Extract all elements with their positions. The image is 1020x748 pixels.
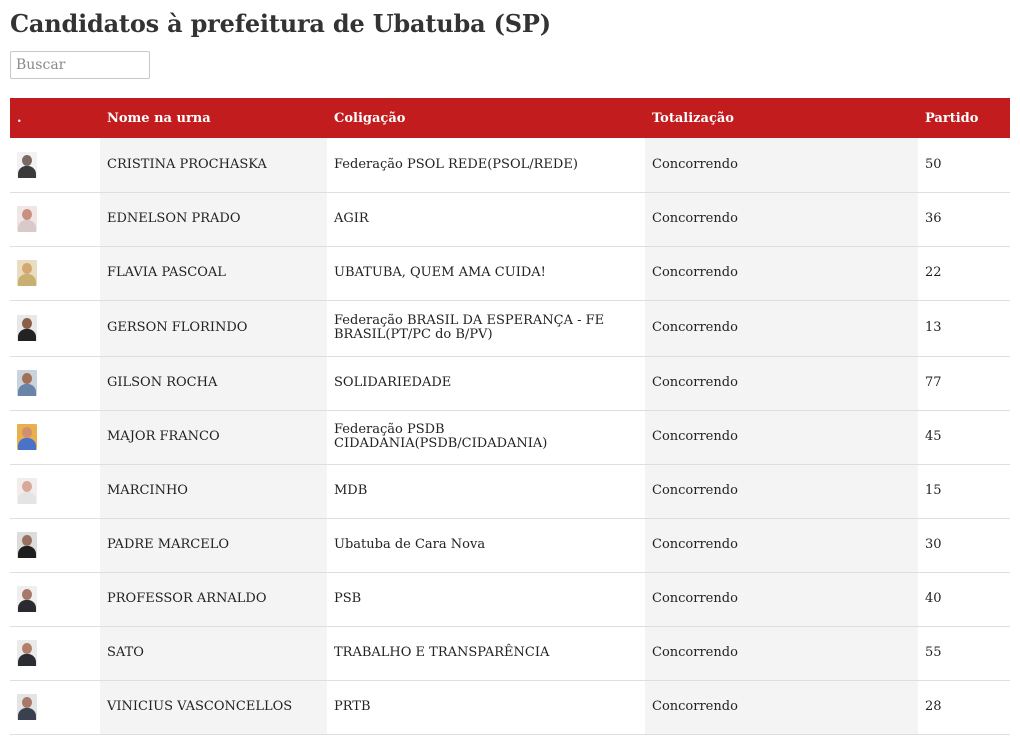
coligacao-cell: Ubatuba de Cara Nova [327, 518, 645, 572]
photo-body [18, 708, 36, 720]
coligacao-cell: SOLIDARIEDADE [327, 356, 645, 410]
photo-head [22, 209, 32, 220]
table-row [10, 410, 1010, 464]
nome-cell: GERSON FLORINDO [100, 300, 327, 356]
candidate-photo [17, 206, 37, 232]
nome-cell: MAJOR FRANCO [100, 410, 327, 464]
photo-body [18, 492, 36, 504]
table-row [10, 464, 1010, 518]
photo-body [18, 438, 36, 450]
table-row [10, 246, 1010, 300]
nome-cell: FLAVIA PASCOAL [100, 246, 327, 300]
totalizacao-cell: Concorrendo [645, 356, 918, 410]
nome-cell: PADRE MARCELO [100, 518, 327, 572]
partido-cell: 15 [918, 464, 1010, 518]
search-input[interactable] [10, 51, 150, 79]
nome-cell: MARCINHO [100, 464, 327, 518]
coligacao-cell: PSB [327, 572, 645, 626]
table-row [10, 138, 1010, 192]
nome-cell: SATO [100, 626, 327, 680]
photo-head [22, 481, 32, 492]
photo-body [18, 654, 36, 666]
coligacao-cell: TRABALHO E TRANSPARÊNCIA [327, 626, 645, 680]
table-row [10, 518, 1010, 572]
photo-cell [10, 626, 100, 680]
table-row [10, 300, 1010, 356]
column-header-coligacao[interactable]: Coligação [327, 98, 645, 138]
partido-cell: 77 [918, 356, 1010, 410]
candidate-photo [17, 370, 37, 396]
partido-cell: 30 [918, 518, 1010, 572]
column-header-nome[interactable]: Nome na urna [100, 98, 327, 138]
candidate-photo [17, 424, 37, 450]
totalizacao-cell: Concorrendo [645, 300, 918, 356]
photo-head [22, 697, 32, 708]
coligacao-cell: Federação PSOL REDE(PSOL/REDE) [327, 138, 645, 192]
nome-cell: GILSON ROCHA [100, 356, 327, 410]
candidate-photo [17, 152, 37, 178]
photo-head [22, 373, 32, 384]
table-row [10, 572, 1010, 626]
coligacao-cell: Federação BRASIL DA ESPERANÇA - FE BRASIL(PT/PC do B/PV) [327, 300, 645, 356]
totalizacao-cell: Concorrendo [645, 192, 918, 246]
photo-body [18, 220, 36, 232]
photo-head [22, 589, 32, 600]
nome-cell: EDNELSON PRADO [100, 192, 327, 246]
totalizacao-cell: Concorrendo [645, 680, 918, 734]
candidates-table [10, 98, 1010, 735]
photo-body [18, 274, 36, 286]
table-row [10, 192, 1010, 246]
totalizacao-cell: Concorrendo [645, 246, 918, 300]
partido-cell: 45 [918, 410, 1010, 464]
photo-body [18, 384, 36, 396]
photo-head [22, 535, 32, 546]
nome-cell: PROFESSOR ARNALDO [100, 572, 327, 626]
nome-cell: CRISTINA PROCHASKA [100, 138, 327, 192]
candidate-photo [17, 640, 37, 666]
totalizacao-cell: Concorrendo [645, 626, 918, 680]
coligacao-cell: PRTB [327, 680, 645, 734]
photo-cell [10, 300, 100, 356]
photo-cell [10, 138, 100, 192]
table-body [10, 138, 1010, 734]
partido-cell: 50 [918, 138, 1010, 192]
candidate-photo [17, 478, 37, 504]
photo-cell [10, 518, 100, 572]
photo-cell [10, 246, 100, 300]
totalizacao-cell: Concorrendo [645, 138, 918, 192]
table-row [10, 680, 1010, 734]
candidate-photo [17, 694, 37, 720]
photo-body [18, 166, 36, 178]
photo-cell [10, 464, 100, 518]
column-header-partido[interactable]: Partido [918, 98, 1010, 138]
partido-cell: 22 [918, 246, 1010, 300]
photo-cell [10, 572, 100, 626]
candidate-photo [17, 260, 37, 286]
column-header-photo[interactable]: . [10, 98, 100, 138]
photo-body [18, 546, 36, 558]
photo-cell [10, 680, 100, 734]
photo-cell [10, 410, 100, 464]
photo-head [22, 263, 32, 274]
column-header-totalizacao[interactable]: Totalização [645, 98, 918, 138]
coligacao-cell: AGIR [327, 192, 645, 246]
page-title: Candidatos à prefeitura de Ubatuba (SP) [10, 9, 551, 38]
partido-cell: 28 [918, 680, 1010, 734]
candidate-photo [17, 315, 37, 341]
totalizacao-cell: Concorrendo [645, 518, 918, 572]
photo-head [22, 427, 32, 438]
photo-head [22, 643, 32, 654]
partido-cell: 36 [918, 192, 1010, 246]
table-header [10, 98, 1010, 138]
candidate-photo [17, 586, 37, 612]
photo-cell [10, 356, 100, 410]
nome-cell: VINICIUS VASCONCELLOS [100, 680, 327, 734]
partido-cell: 55 [918, 626, 1010, 680]
coligacao-cell: MDB [327, 464, 645, 518]
partido-cell: 40 [918, 572, 1010, 626]
coligacao-cell: UBATUBA, QUEM AMA CUIDA! [327, 246, 645, 300]
table-row [10, 356, 1010, 410]
table-row [10, 626, 1010, 680]
partido-cell: 13 [918, 300, 1010, 356]
candidate-photo [17, 532, 37, 558]
coligacao-cell: Federação PSDB CIDADANIA(PSDB/CIDADANIA) [327, 410, 645, 464]
photo-body [18, 600, 36, 612]
photo-head [22, 318, 32, 329]
totalizacao-cell: Concorrendo [645, 464, 918, 518]
totalizacao-cell: Concorrendo [645, 410, 918, 464]
totalizacao-cell: Concorrendo [645, 572, 918, 626]
photo-cell [10, 192, 100, 246]
photo-body [18, 329, 36, 341]
photo-head [22, 155, 32, 166]
